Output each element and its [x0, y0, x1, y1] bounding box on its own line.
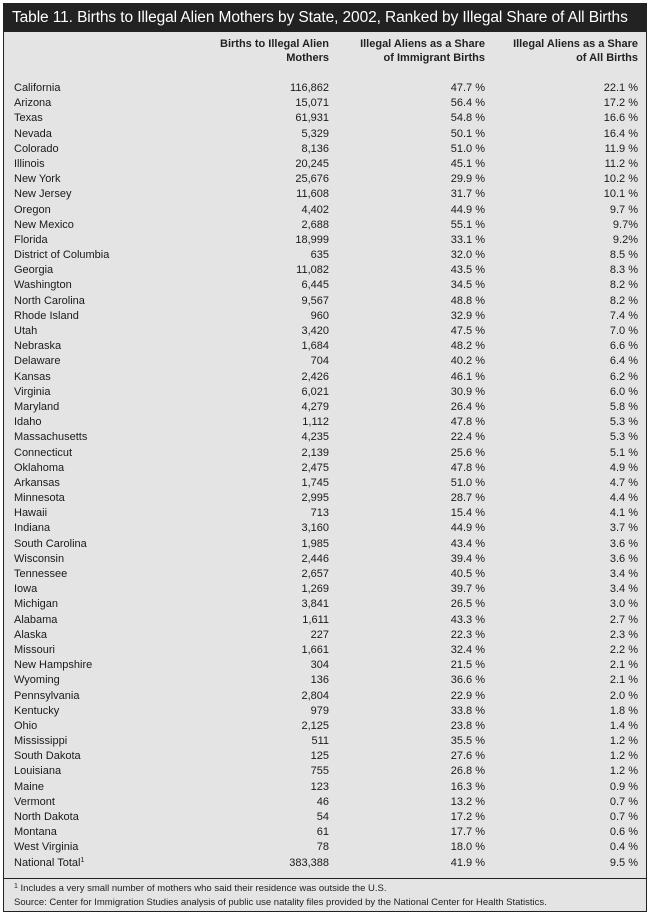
all-births-share-cell: 10.2 % [603, 173, 638, 186]
table-row [4, 172, 646, 187]
immigrant-share-cell: 40.2 % [450, 355, 485, 368]
table-row [4, 248, 646, 263]
births-cell: 11,082 [296, 264, 329, 277]
immigrant-share-cell: 51.0 % [450, 142, 485, 155]
table-row [4, 233, 646, 248]
immigrant-share-cell: 13.2 % [450, 795, 485, 808]
state-cell: Nevada [14, 127, 52, 140]
immigrant-share-cell: 35.5 % [450, 735, 485, 748]
all-births-share-cell: 0.7 % [609, 811, 638, 823]
all-births-share-cell: 6.0 % [609, 385, 638, 398]
all-births-share-cell: 5.3 % [609, 431, 638, 444]
births-cell: 3,160 [301, 522, 329, 535]
all-births-share-cell: 0.9 % [609, 780, 638, 793]
state-cell: Indiana [14, 522, 51, 535]
births-cell: 61 [316, 826, 329, 839]
births-cell: 4,279 [301, 400, 329, 413]
births-cell: 635 [310, 249, 329, 262]
births-cell: 46 [316, 795, 329, 808]
state-cell: New York [14, 173, 61, 186]
table-row [4, 157, 646, 172]
immigrant-share-cell: 22.9 % [450, 689, 485, 702]
state-cell: Wyoming [14, 674, 60, 687]
all-births-share-cell: 4.7 % [609, 476, 638, 489]
births-cell: 8,136 [301, 142, 329, 155]
table-row [4, 764, 646, 779]
immigrant-share-cell: 25.6 % [450, 446, 485, 459]
all-births-share-cell: 6.6 % [609, 340, 638, 353]
all-births-share-cell: 9.2% [612, 233, 638, 246]
immigrant-share-cell: 47.8 % [450, 461, 485, 474]
births-cell: 1,611 [302, 613, 329, 626]
immigrant-share-cell: 43.5 % [450, 264, 485, 277]
immigrant-share-cell: 47.5 % [450, 325, 485, 337]
all-births-share-cell: 4.4 % [609, 492, 638, 505]
all-births-share-cell: 11.9 % [604, 142, 638, 155]
table-row [4, 597, 646, 612]
state-cell: Iowa [14, 583, 38, 596]
state-cell: Nebraska [14, 340, 62, 353]
table-row [4, 795, 646, 810]
births-cell: 116,862 [290, 82, 329, 94]
immigrant-share-cell: 30.9 % [450, 385, 485, 398]
births-cell: 960 [310, 309, 329, 322]
all-births-share-cell: 7.0 % [609, 325, 638, 337]
table-row [4, 749, 646, 764]
state-cell: Montana [14, 826, 57, 839]
all-births-share-cell: 2.2 % [609, 643, 638, 656]
immigrant-share-cell: 51.0 % [450, 476, 485, 489]
table-frame [3, 3, 647, 912]
all-births-share-cell: 2.1 % [609, 674, 638, 687]
immigrant-share-cell: 33.8 % [450, 704, 485, 717]
immigrant-share-cell: 47.7 % [450, 82, 485, 94]
table-row [4, 582, 646, 597]
immigrant-share-cell: 43.3 % [450, 613, 485, 626]
all-births-share-cell: 8.2 % [609, 279, 638, 292]
state-cell: Georgia [14, 264, 54, 277]
all-births-share-cell: 8.3 % [609, 264, 638, 277]
all-births-share-cell: 3.7 % [609, 522, 638, 535]
births-cell: 2,688 [301, 218, 329, 231]
births-cell: 704 [310, 355, 329, 368]
births-cell: 15,071 [295, 97, 329, 110]
immigrant-share-cell: 43.4 % [450, 537, 485, 550]
table-row [4, 780, 646, 795]
all-births-share-cell: 8.5 % [609, 249, 638, 262]
births-cell: 123 [310, 780, 329, 793]
table-row [4, 810, 646, 825]
state-cell: New Hampshire [14, 659, 93, 672]
all-births-share-cell: 8.2 % [609, 294, 638, 307]
all-births-share-cell: 3.4 % [609, 568, 638, 580]
births-cell: 2,657 [301, 568, 329, 580]
immigrant-share-cell: 17.2 % [450, 811, 485, 823]
table-row [4, 673, 646, 688]
state-cell: Florida [14, 233, 48, 246]
state-cell: Washington [14, 279, 72, 292]
immigrant-share-cell: 31.7 % [450, 188, 485, 201]
all-births-share-cell: 1.8 % [609, 704, 638, 717]
state-cell: South Dakota [14, 750, 81, 763]
births-cell: 20,245 [295, 157, 329, 170]
state-cell: Michigan [14, 598, 59, 611]
immigrant-share-cell: 39.7 % [450, 583, 485, 596]
footnote: $^1$ Includes a very small number of mothers who said their residence was outside the U.S. [14, 883, 387, 894]
table-row [4, 111, 646, 126]
table-row [4, 734, 646, 749]
table-row [4, 430, 646, 445]
immigrant-share-cell: 40.5 % [450, 568, 485, 580]
immigrant-share-cell: 32.9 % [450, 309, 485, 322]
state-cell: Hawaii [14, 507, 48, 520]
table-row [4, 537, 646, 552]
source-note: Source: Center for Immigration Studies analysis of public use natality files provided by the National Center for Health Statistics. [14, 897, 547, 908]
state-cell: Arizona [14, 97, 52, 110]
state-cell: Tennessee [14, 568, 68, 580]
immigrant-share-cell: 44.9 % [450, 203, 485, 216]
all-births-share-cell: 4.1 % [609, 507, 638, 520]
all-births-share-cell: 0.6 % [609, 826, 638, 839]
births-cell: 2,804 [301, 689, 329, 702]
state-cell: Idaho [14, 416, 42, 429]
births-cell: 136 [310, 674, 329, 687]
all-births-share-cell: 5.3 % [609, 416, 638, 429]
all-births-share-cell: 10.1 % [603, 188, 638, 201]
state-cell: Connecticut [14, 446, 73, 459]
table-row [4, 476, 646, 491]
births-cell: 4,402 [301, 203, 329, 216]
births-cell: 2,426 [301, 370, 329, 383]
table-row [4, 856, 646, 871]
table-row [4, 567, 646, 582]
column-header-births: Births to Illegal Alien Mothers [220, 38, 329, 64]
immigrant-share-cell: 44.9 % [450, 522, 485, 535]
immigrant-share-cell: 32.4 % [450, 643, 485, 656]
state-cell: Louisiana [14, 765, 62, 778]
state-cell: Rhode Island [14, 309, 79, 322]
state-cell: Kansas [14, 370, 51, 383]
births-cell: 54 [316, 811, 329, 823]
table-row [4, 203, 646, 218]
immigrant-share-cell: 48.2 % [450, 340, 485, 353]
state-cell: Ohio [14, 719, 38, 732]
immigrant-share-cell: 55.1 % [450, 218, 485, 231]
table-row [4, 613, 646, 628]
immigrant-share-cell: 26.4 % [450, 400, 485, 413]
immigrant-share-cell: 41.9 % [450, 856, 485, 869]
immigrant-share-cell: 26.8 % [450, 765, 485, 778]
births-cell: 9,567 [301, 294, 329, 307]
all-births-share-cell: 2.7 % [609, 613, 638, 626]
state-cell: Oregon [14, 203, 51, 216]
births-cell: 5,329 [301, 127, 329, 140]
all-births-share-cell: 5.8 % [609, 400, 638, 413]
all-births-share-cell: 2.0 % [609, 689, 638, 702]
state-cell: North Dakota [14, 811, 79, 823]
births-cell: 1,745 [301, 476, 329, 489]
immigrant-share-cell: 27.6 % [450, 750, 485, 763]
all-births-share-cell: 9.7 % [609, 203, 638, 216]
immigrant-share-cell: 22.4 % [450, 431, 485, 444]
all-births-share-cell: 3.0 % [609, 598, 638, 611]
state-cell: Oklahoma [14, 461, 65, 474]
table-row [4, 658, 646, 673]
births-cell: 2,125 [301, 719, 329, 732]
state-cell: West Virginia [14, 841, 79, 854]
table-row [4, 400, 646, 415]
table-row [4, 142, 646, 157]
immigrant-share-cell: 23.8 % [450, 719, 485, 732]
all-births-share-cell: 1.2 % [609, 750, 638, 763]
state-cell: Missouri [14, 643, 55, 656]
state-cell: National Total 1 [14, 856, 85, 869]
all-births-share-cell: 0.4 % [609, 841, 638, 854]
immigrant-share-cell: 45.1 % [450, 157, 485, 170]
all-births-share-cell: 4.9 % [609, 461, 638, 474]
state-cell: Alabama [14, 613, 58, 626]
all-births-share-cell: 7.4 % [609, 309, 638, 322]
table-row [4, 81, 646, 96]
immigrant-share-cell: 29.9 % [450, 173, 485, 186]
immigrant-share-cell: 18.0 % [450, 841, 485, 854]
all-births-share-cell: 22.1 % [603, 82, 638, 94]
births-cell: 1,684 [301, 340, 329, 353]
immigrant-share-cell: 33.1 % [450, 233, 485, 246]
table-row [4, 552, 646, 567]
all-births-share-cell: 17.2 % [603, 97, 638, 110]
immigrant-share-cell: 21.5 % [450, 659, 485, 672]
state-cell: Maryland [14, 400, 60, 413]
table-title: Table 11. Births to Illegal Alien Mothers by State, 2002, Ranked by Illegal Share of All Births [4, 4, 646, 32]
state-cell: North Carolina [14, 294, 85, 307]
table-row [4, 446, 646, 461]
table-row [4, 461, 646, 476]
table-row [4, 354, 646, 369]
births-cell: 125 [310, 750, 329, 763]
table-row [4, 187, 646, 202]
births-cell: 4,235 [301, 431, 329, 444]
table-row [4, 628, 646, 643]
state-cell: Utah [14, 325, 38, 337]
table-row [4, 491, 646, 506]
table-row [4, 324, 646, 339]
table-row [4, 263, 646, 278]
immigrant-share-cell: 54.8 % [450, 112, 485, 125]
births-cell: 713 [310, 507, 329, 520]
births-cell: 1,269 [301, 583, 329, 596]
state-cell: District of Columbia [14, 249, 110, 262]
all-births-share-cell: 9.5 % [609, 856, 638, 869]
immigrant-share-cell: 47.8 % [450, 416, 485, 429]
immigrant-share-cell: 39.4 % [450, 552, 485, 565]
births-cell: 78 [316, 841, 329, 854]
state-cell: Illinois [14, 157, 45, 170]
births-cell: 1,112 [302, 416, 329, 429]
table-row [4, 521, 646, 536]
all-births-share-cell: 2.1 % [609, 659, 638, 672]
table-row [4, 506, 646, 521]
state-cell: Wisconsin [14, 552, 65, 565]
births-cell: 3,420 [301, 325, 329, 337]
births-cell: 979 [310, 704, 329, 717]
immigrant-share-cell: 15.4 % [450, 507, 485, 520]
all-births-share-cell: 1.2 % [609, 765, 638, 778]
state-cell: Texas [14, 112, 43, 125]
all-births-share-cell: 3.6 % [609, 552, 638, 565]
immigrant-share-cell: 22.3 % [450, 628, 485, 641]
table-row [4, 309, 646, 324]
state-cell: Kentucky [14, 704, 60, 717]
births-cell: 227 [310, 628, 329, 641]
state-cell: Virginia [14, 385, 51, 398]
births-cell: 2,139 [301, 446, 329, 459]
all-births-share-cell: 16.6 % [603, 112, 638, 125]
immigrant-share-cell: 17.7 % [450, 826, 485, 839]
state-cell: Arkansas [14, 476, 60, 489]
immigrant-share-cell: 34.5 % [450, 279, 485, 292]
births-cell: 383,388 [289, 856, 329, 869]
state-cell: Colorado [14, 142, 59, 155]
table-row [4, 127, 646, 142]
state-cell: New Mexico [14, 218, 74, 231]
immigrant-share-cell: 50.1 % [450, 127, 485, 140]
all-births-share-cell: 3.6 % [609, 537, 638, 550]
births-cell: 2,995 [301, 492, 329, 505]
table-row [4, 719, 646, 734]
state-cell: Minnesota [14, 492, 65, 505]
table-row [4, 370, 646, 385]
table-row [4, 689, 646, 704]
births-cell: 304 [310, 659, 329, 672]
all-births-share-cell: 9.7% [612, 218, 638, 231]
all-births-share-cell: 5.1 % [609, 446, 638, 459]
immigrant-share-cell: 26.5 % [450, 598, 485, 611]
state-cell: Mississippi [14, 735, 68, 748]
births-cell: 2,446 [301, 552, 329, 565]
table-row [4, 385, 646, 400]
table-row [4, 294, 646, 309]
footer-divider [4, 878, 646, 879]
state-cell: Massachusetts [14, 431, 88, 444]
births-cell: 6,445 [301, 279, 329, 292]
immigrant-share-cell: 36.6 % [450, 674, 485, 687]
state-cell: New Jersey [14, 188, 72, 201]
births-cell: 6,021 [301, 385, 329, 398]
table-body [4, 81, 646, 871]
immigrant-share-cell: 56.4 % [450, 97, 485, 110]
all-births-share-cell: 1.4 % [609, 719, 638, 732]
table-row [4, 96, 646, 111]
births-cell: 3,841 [301, 598, 329, 611]
births-cell: 1,985 [301, 537, 329, 550]
immigrant-share-cell: 32.0 % [450, 249, 485, 262]
table-row [4, 840, 646, 855]
births-cell: 25,676 [295, 173, 329, 186]
all-births-share-cell: 2.3 % [609, 628, 638, 641]
table-row [4, 415, 646, 430]
births-cell: 511 [311, 735, 329, 748]
immigrant-share-cell: 28.7 % [450, 492, 485, 505]
all-births-share-cell: 1.2 % [609, 735, 638, 748]
table-row [4, 643, 646, 658]
state-cell: California [14, 82, 61, 94]
births-cell: 2,475 [301, 461, 329, 474]
all-births-share-cell: 6.4 % [609, 355, 638, 368]
state-cell: Maine [14, 780, 44, 793]
table-row [4, 339, 646, 354]
births-cell: 61,931 [295, 112, 329, 125]
column-header-all-share: Illegal Aliens as a Share of All Births [513, 38, 638, 64]
state-cell: Alaska [14, 628, 48, 641]
state-cell: South Carolina [14, 537, 87, 550]
state-cell: Delaware [14, 355, 61, 368]
all-births-share-cell: 16.4 % [603, 127, 638, 140]
column-header-immigrant-share: Illegal Aliens as a Share of Immigrant Births [360, 38, 485, 64]
all-births-share-cell: 6.2 % [609, 370, 638, 383]
footnote-mark: 1 [80, 856, 85, 864]
immigrant-share-cell: 48.8 % [450, 294, 485, 307]
table-row [4, 278, 646, 293]
births-cell: 755 [310, 765, 329, 778]
births-cell: 1,661 [301, 643, 329, 656]
all-births-share-cell: 3.4 % [609, 583, 638, 596]
immigrant-share-cell: 16.3 % [450, 780, 485, 793]
state-cell: Vermont [14, 795, 55, 808]
table-row [4, 704, 646, 719]
births-cell: 11,608 [296, 188, 329, 201]
state-cell: Pennsylvania [14, 689, 80, 702]
all-births-share-cell: 11.2 % [604, 157, 638, 170]
births-cell: 18,999 [295, 233, 329, 246]
table-row [4, 825, 646, 840]
immigrant-share-cell: 46.1 % [450, 370, 485, 383]
all-births-share-cell: 0.7 % [609, 795, 638, 808]
table-row [4, 218, 646, 233]
